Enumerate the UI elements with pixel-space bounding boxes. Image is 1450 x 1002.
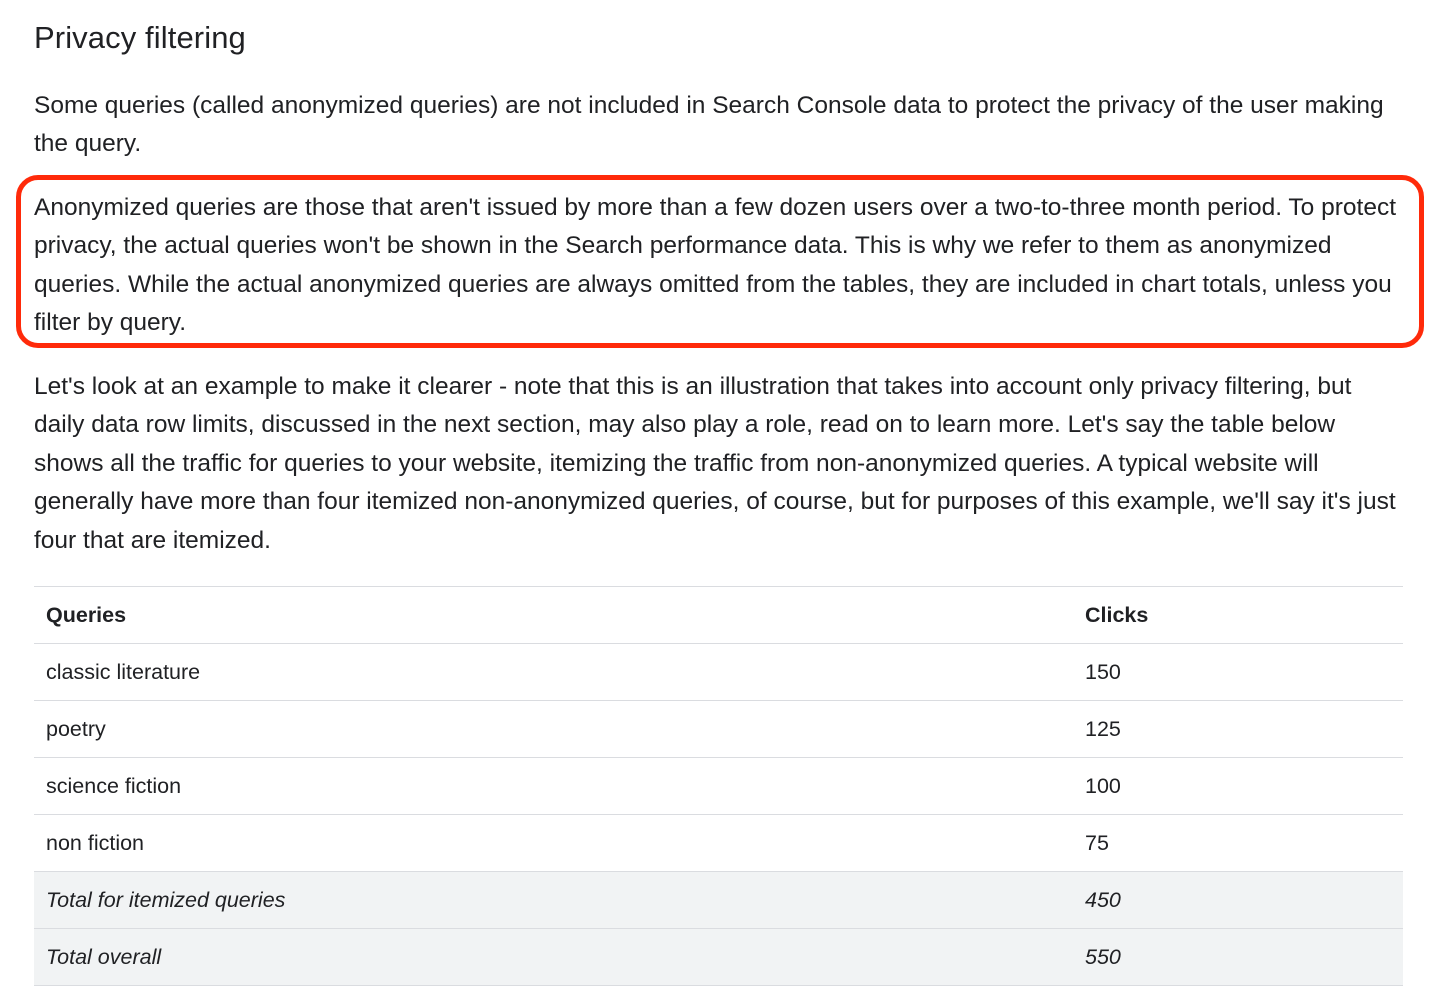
table-row xyxy=(34,701,1403,758)
total-clicks-cell: 550 xyxy=(1073,929,1403,986)
table-header-row xyxy=(34,587,1403,644)
total-row-itemized xyxy=(34,872,1403,929)
clicks-cell: 75 xyxy=(1073,815,1403,872)
table-row xyxy=(34,644,1403,701)
highlighted-paragraph: Anonymized queries are those that aren't issued by more than a few dozen users over a two-to-three month period. To protect privacy, the actual queries won't be shown in the Search performance data. This is why we refer to them as anonymized queries. While the actual anonymized queries are always omitted from the tables, they are included in chart totals, unless you filter by query. xyxy=(34,194,1396,337)
clicks-cell: 125 xyxy=(1073,701,1403,758)
query-cell: non fiction xyxy=(34,815,1073,872)
query-cell: poetry xyxy=(34,701,1073,758)
queries-table xyxy=(34,586,1403,986)
table-row xyxy=(34,815,1403,872)
total-row-overall xyxy=(34,929,1403,986)
total-label-cell: Total for itemized queries xyxy=(34,872,1073,929)
section-heading: Privacy filtering xyxy=(34,20,246,55)
intro-paragraph: Some queries (called anonymized queries) are not included in Search Console data to protect the privacy of the user making the query. xyxy=(34,92,1384,158)
clicks-cell: 150 xyxy=(1073,644,1403,701)
header-clicks: Clicks xyxy=(1073,587,1403,644)
header-queries: Queries xyxy=(34,587,1073,644)
query-cell: classic literature xyxy=(34,644,1073,701)
query-cell: science fiction xyxy=(34,758,1073,815)
table-row xyxy=(34,758,1403,815)
total-label-cell: Total overall xyxy=(34,929,1073,986)
example-paragraph: Let's look at an example to make it clearer - note that this is an illustration that takes into account only privacy filtering, but daily data row limits, discussed in the next section, may also play a role, read on to learn more. Let's say the table below shows all the traffic for queries to your website, itemizing the traffic from non-anonymized queries. A typical website will generally have more than four itemized non-anonymized queries, of course, but for purposes of this example, we'll say it's just four that are itemized. xyxy=(34,373,1396,554)
total-clicks-cell: 450 xyxy=(1073,872,1403,929)
clicks-cell: 100 xyxy=(1073,758,1403,815)
